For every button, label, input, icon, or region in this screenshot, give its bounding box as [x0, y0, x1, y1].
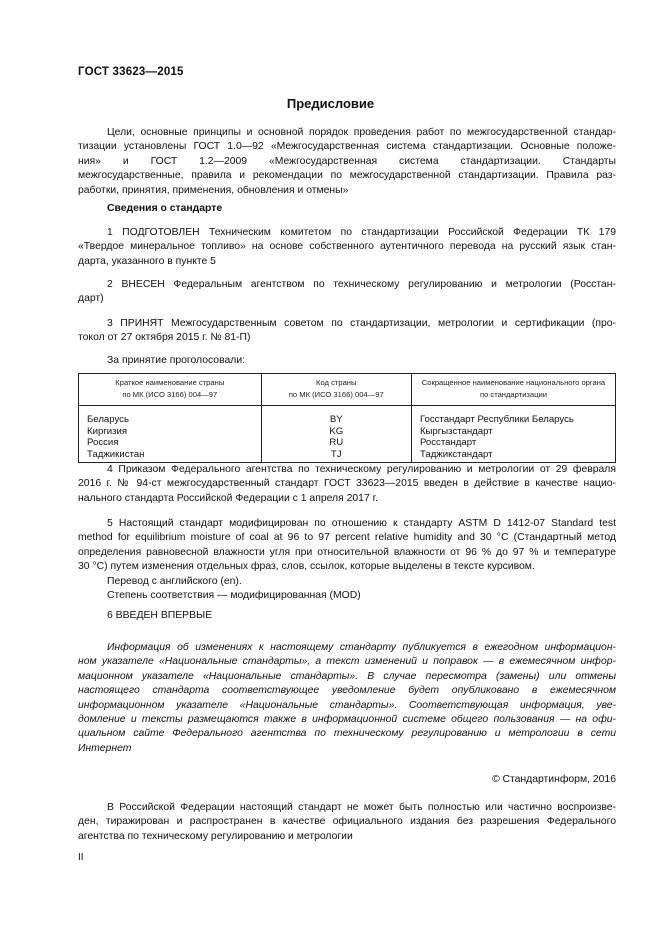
code-cell: TJ — [261, 449, 411, 463]
voted-label: За принятие проголосовали: — [107, 355, 246, 366]
restriction-line: ден, тиражирован и распространен в качестве официального издания без разрешения Федерального — [78, 816, 616, 828]
item-5-line: Степень соответствия — модифицированная (MOD) — [107, 590, 361, 602]
country-cell: Россия — [79, 437, 262, 449]
restriction-paragraph — [78, 801, 616, 844]
country-cell: Киргизия — [79, 426, 262, 438]
notice-paragraph — [78, 641, 616, 756]
item-6: 6 ВВЕДЕН ВПЕРВЫЕ — [107, 610, 213, 621]
item-2 — [78, 278, 616, 307]
intro-line: работки, принятия, применения, обновления и отмены» — [78, 184, 349, 196]
table-header-body: Сокращенное наименование национального органа по стандартизации — [411, 374, 615, 406]
page-number: II — [78, 852, 84, 863]
item-3 — [78, 317, 616, 346]
code-cell: RU — [261, 437, 411, 449]
item-2-line: 2 ВНЕСЕН Федеральным агентством по техническому регулированию и метрологии (Росстан- — [107, 279, 616, 290]
item-1-line: дарта, указанного в пункте 5 — [78, 255, 216, 267]
intro-line: ния» и ГОСТ 1.2—2009 «Межгосударственная система стандартизации. Стандарты — [78, 155, 616, 167]
document-header: ГОСТ 33623—2015 — [78, 66, 184, 78]
restriction-line: агентства по техническому регулированию и метрологии — [78, 830, 353, 842]
notice-line: ном указателе «Национальные стандарты», а текст изменений и поправок — в ежемесячном инфор- — [78, 656, 616, 668]
body-cell: Госстандарт Республики Беларусь — [411, 406, 615, 426]
item-3-line: токол от 27 октября 2015 г. № 81-П) — [78, 332, 251, 344]
copyright: © Стандартинформ, 2016 — [491, 774, 616, 785]
item-5 — [78, 517, 616, 603]
info-heading: Сведения о стандарте — [107, 203, 223, 214]
page-title: Предисловие — [286, 96, 375, 111]
notice-line: циальном сайте Федерального агентства по техническому регулированию и метрологии в сети — [78, 728, 616, 740]
voting-table — [78, 373, 616, 463]
table-header-code: Код страны по МК (ИСО 3166) 004—97 — [261, 374, 411, 406]
notice-line: настоящего стандарта соответствующее уведомление будет опубликовано в ежемесячном — [78, 685, 616, 697]
item-5-line: method for equilibrium moisture of coal at 96 to 97 percent relative humidity and 30 °C (Стандартный метод — [78, 532, 616, 544]
restriction-line: В Российской Федерации настоящий стандарт не может быть полностью или частично воспроизве- — [107, 802, 616, 813]
item-3-line: 3 ПРИНЯТ Межгосударственным советом по стандартизации, метрологии и сертификации (про- — [107, 318, 616, 329]
table-row — [79, 406, 616, 426]
body-cell: Росстандарт — [411, 437, 615, 449]
notice-line: домление и тексты размещаются также в информационной системе общего пользования — на офи- — [78, 714, 616, 726]
table-row — [79, 426, 616, 438]
code-cell: KG — [261, 426, 411, 438]
item-5-line: определения равновесной влажности угля при относительной влажности от 96 % до 97 % и температуре — [78, 546, 616, 558]
notice-line: Информация об изменениях к настоящему стандарту публикуется в ежегодном информацион- — [107, 642, 616, 653]
item-2-line: дарт) — [78, 293, 104, 305]
item-4-line: нального стандарта Российской Федерации с 1 апреля 2017 г. — [78, 492, 379, 504]
country-cell: Таджикистан — [79, 449, 262, 463]
code-cell: BY — [261, 406, 411, 426]
intro-line: межгосударственные, правила и рекомендации по межгосударственной стандартизации. Правила раз- — [78, 170, 616, 182]
notice-line: информационном указателе «Национальные стандарты». Соответствующая информация, уве- — [78, 699, 616, 711]
body-cell: Кыргызстандарт — [411, 426, 615, 438]
table-row — [79, 437, 616, 449]
table-header-country: Краткое наименование страны по МК (ИСО 3166) 004—97 — [79, 374, 262, 406]
intro-paragraph — [78, 126, 616, 198]
item-5-line: Перевод с английского (en). — [107, 575, 242, 587]
item-4-line: 2016 г. № 94-ст межгосударственный стандарт ГОСТ 33623—2015 введен в действие в качестве нацио- — [78, 478, 616, 490]
item-5-line: 30 °C) путем изменения отдельных фраз, слов, ссылок, которые выделены в тексте курсивом. — [78, 561, 535, 573]
body-cell: Таджикстандарт — [411, 449, 615, 463]
country-cell: Беларусь — [79, 406, 262, 426]
item-1-line: «Твердое минеральное топливо» на основе собственного аутентичного перевода на русский язык стан- — [78, 241, 616, 253]
item-1-line: 1 ПОДГОТОВЛЕН Техническим комитетом по стандартизации Российской Федерации ТК 179 — [107, 227, 616, 238]
item-5-line: 5 Настоящий стандарт модифицирован по отношению к стандарту ASTM D 1412-07 Standard test — [107, 518, 616, 529]
table-row — [79, 449, 616, 463]
intro-line: тизации установлены ГОСТ 1.0—92 «Межгосударственная система стандартизации. Основные положе- — [78, 141, 616, 153]
item-4-line: 4 Приказом Федерального агентства по техническому регулированию и метрологии от 29 февраля — [107, 464, 616, 475]
item-4 — [78, 463, 616, 506]
intro-line: Цели, основные принципы и основной порядок проведения работ по межгосударственной стандар- — [107, 127, 616, 138]
item-1 — [78, 226, 616, 269]
notice-line: мационном указателе «Национальные стандарты». В случае пересмотра (замены) или отмены — [78, 670, 616, 682]
notice-line: Интернет — [78, 742, 132, 754]
